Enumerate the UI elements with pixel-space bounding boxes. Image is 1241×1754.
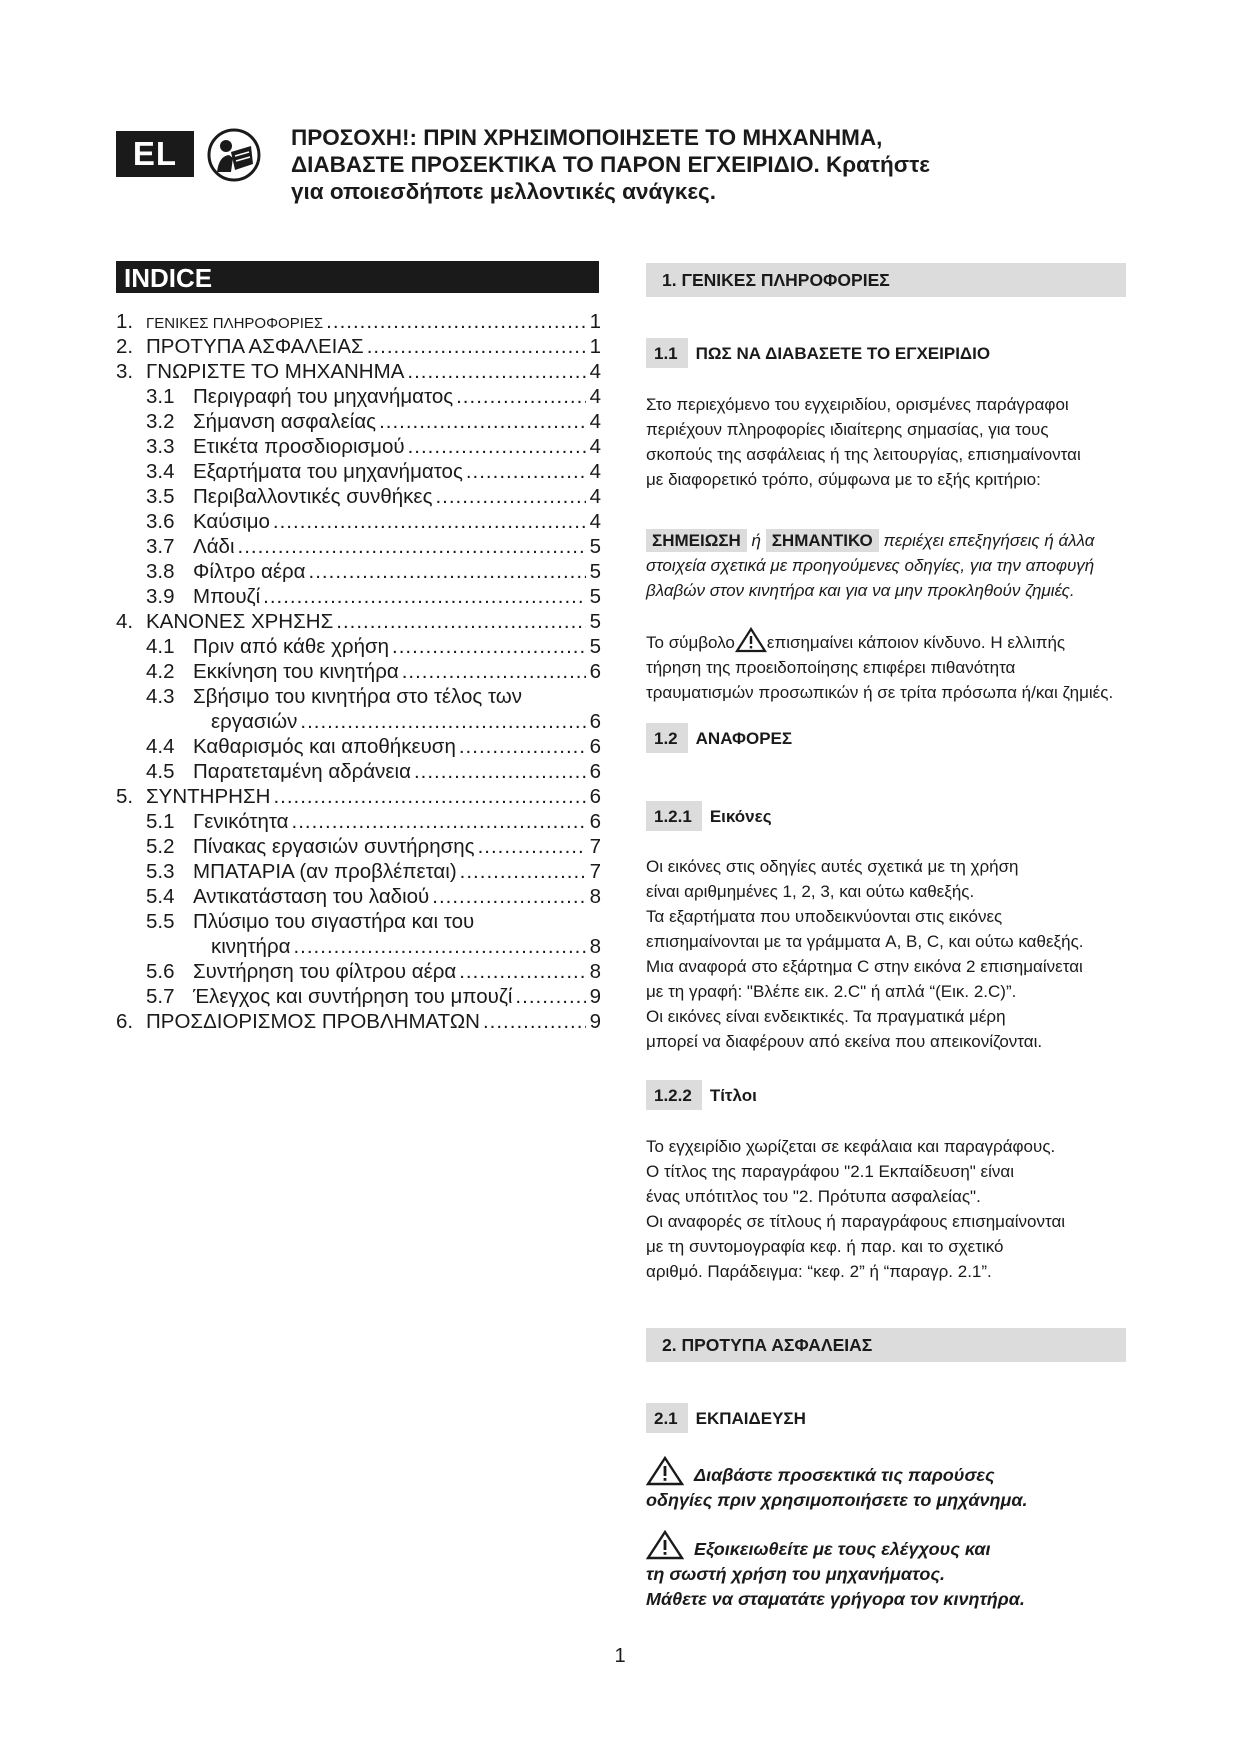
danger-symbol-paragraph: Το σύμβολο επισημαίνει κάποιον κίνδυνο. Η ελλιπής τήρηση της προειδοποίησης επιφέρει πιθανότητα τραυματισμών προσωπικών ή σε τρίτα πρόσωπα ή/και ζημιές. bbox=[646, 627, 1136, 705]
warning-block-1: Διαβάστε προσεκτικά τις παρούσες οδηγίες πριν χρησιμοποιήσετε το μηχάνημα. bbox=[646, 1456, 1136, 1513]
toc-entry[interactable]: 3.7 Λάδι ..... 5 bbox=[116, 534, 601, 559]
section-1-heading: 1. ΓΕΝΙΚΕΣ ΠΛΗΡΟΦΟΡΙΕΣ bbox=[646, 263, 1126, 297]
toc-entry[interactable]: 3.2 Σήμανση ασφαλείας ..... 4 bbox=[116, 409, 601, 434]
toc-entry[interactable]: 5.2 Πίνακας εργασιών συντήρησης ..... 7 bbox=[116, 834, 601, 859]
toc-entry[interactable]: 5.4 Αντικατάσταση του λαδιού ..... 8 bbox=[116, 884, 601, 909]
toc-entry[interactable]: 4.1 Πριν από κάθε χρήση ..... 5 bbox=[116, 634, 601, 659]
warning-triangle-icon bbox=[735, 627, 767, 653]
toc-entry[interactable]: 3. ΓΝΩΡΙΣΤΕ ΤΟ ΜΗΧΑΝΗΜΑ ..... 4 bbox=[116, 359, 601, 384]
toc-entry[interactable]: 4.3 Σβήσιμο του κινητήρα στο τέλος των bbox=[146, 685, 523, 708]
toc-entry[interactable]: 5. ΣΥΝΤΗΡΗΣΗ ..... 6 bbox=[116, 784, 601, 809]
subsection-1-2-2-heading: 1.2.2 Τίτλοι bbox=[646, 1080, 757, 1110]
page-number: 1 bbox=[614, 1645, 626, 1667]
subsection-1-2-heading: 1.2 ΑΝΑΦΟΡΕΣ bbox=[646, 723, 792, 753]
toc-entry[interactable]: 3.8 Φίλτρο αέρα ..... 5 bbox=[116, 559, 601, 584]
toc-entry[interactable]: 5.5 Πλύσιμο του σιγαστήρα και του bbox=[146, 910, 475, 933]
titles-paragraph: Το εγχειρίδιο χωρίζεται σε κεφάλαια και παραγράφους. Ο τίτλος της παραγράφου "2.1 Εκπαίδευση" είναι ένας υπότιτλος του "2. Πρότυπα ασφαλείας". Οι αναφορές σε τίτλους ή παραγράφους επισημαίνονται με τη συντομογραφία κεφ. ή παρ. και το σχετικό αριθμό. Παράδειγμα: “κεφ. 2” ή “παραγρ. 2.1”. bbox=[646, 1137, 1066, 1281]
important-tag: ΣΗΜΑΝΤΙΚΟ bbox=[766, 529, 879, 552]
toc-entry[interactable]: 3.9 Μπουζί ..... 5 bbox=[116, 584, 601, 609]
warning-line-2: ΔΙΑΒΑΣΤΕ ΠΡΟΣΕΚΤΙΚΑ ΤΟ ΠΑΡΟΝ ΕΓΧΕΙΡΙΔΙΟ. Κρατήστε bbox=[291, 152, 930, 177]
language-badge: EL bbox=[116, 131, 194, 177]
toc-entry[interactable]: 1. ΓΕΝΙΚΕΣ ΠΛΗΡΟΦΟΡΙΕΣ ..... 1 bbox=[116, 309, 601, 334]
toc-entry-continued[interactable]: κινητήρα ..... 8 bbox=[116, 934, 601, 959]
toc-entry[interactable]: 3.1 Περιγραφή του μηχανήματος ..... 4 bbox=[116, 384, 601, 409]
images-paragraph: Οι εικόνες στις οδηγίες αυτές σχετικά με τη χρήση είναι αριθμημένες 1, 2, 3, και ούτω καθεξής. Τα εξαρτήματα που υποδεικνύονται στις εικόνες επισημαίνονται με τα γράμματα A, B, C, και ούτω καθεξής. Μια αναφορά στο εξάρτημα C στην εικόνα 2 επισημαίνεται με τη γραφή: "Βλέπε εικ. 2.C" ή απλά “(Εικ. 2.C)”. Οι εικόνες είναι ενδεικτικές. Τα πραγματικά μέρη μπορεί να διαφέρουν από εκείνα που απεικονίζονται. bbox=[646, 857, 1084, 1051]
toc-entry[interactable]: 3.3 Ετικέτα προσδιορισμού ..... 4 bbox=[116, 434, 601, 459]
subsection-1-2-1-heading: 1.2.1 Εικόνες bbox=[646, 801, 772, 831]
note-tag: ΣΗΜΕΙΩΣΗ bbox=[646, 529, 747, 552]
warning-triangle-icon bbox=[646, 1530, 684, 1560]
toc-entry[interactable]: 6. ΠΡΟΣΔΙΟΡΙΣΜΟΣ ΠΡΟΒΛΗΜΑΤΩΝ ..... 9 bbox=[116, 1009, 601, 1034]
toc-entry[interactable]: 4.5 Παρατεταμένη αδράνεια ..... 6 bbox=[116, 759, 601, 784]
section-2-heading: 2. ΠΡΟΤΥΠΑ ΑΣΦΑΛΕΙΑΣ bbox=[646, 1328, 1126, 1362]
subsection-1-1-heading: 1.1 ΠΩΣ ΝΑ ΔΙΑΒΑΣΕΤΕ ΤΟ ΕΓΧΕΙΡΙΔΙΟ bbox=[646, 338, 990, 368]
warning-line-3: για οποιεσδήποτε μελλοντικές ανάγκες. bbox=[291, 179, 716, 204]
toc-entry[interactable]: 5.1 Γενικότητα ..... 6 bbox=[116, 809, 601, 834]
toc-entry[interactable]: 3.4 Εξαρτήματα του μηχανήματος ..... 4 bbox=[116, 459, 601, 484]
subsection-2-1-heading: 2.1 ΕΚΠΑΙΔΕΥΣΗ bbox=[646, 1403, 806, 1433]
warning-block-2: Εξοικειωθείτε με τους ελέγχους και τη σωστή χρήση του μηχανήματος. Μάθετε να σταματάτε γρήγορα τον κινητήρα. bbox=[646, 1530, 1136, 1612]
toc-entry[interactable]: 3.5 Περιβαλλοντικές συνθήκες ..... 4 bbox=[116, 484, 601, 509]
toc-entry[interactable]: 4. ΚΑΝΟΝΕΣ ΧΡΗΣΗΣ ..... 5 bbox=[116, 609, 601, 634]
warning-triangle-icon bbox=[646, 1456, 684, 1486]
index-title-bar: INDICE bbox=[116, 261, 599, 293]
toc-entry[interactable]: 5.6 Συντήρηση του φίλτρου αέρα ..... 8 bbox=[116, 959, 601, 984]
warning-heading bbox=[291, 124, 991, 205]
toc-entry[interactable]: 5.3 ΜΠΑΤΑΡΙΑ (αν προβλέπεται) ..... 7 bbox=[116, 859, 601, 884]
toc-entry[interactable]: 2. ΠΡΟΤΥΠΑ ΑΣΦΑΛΕΙΑΣ ..... 1 bbox=[116, 334, 601, 359]
toc-entry[interactable]: 4.2 Εκκίνηση του κινητήρα ..... 6 bbox=[116, 659, 601, 684]
toc-entry[interactable]: 3.6 Καύσιμο ..... 4 bbox=[116, 509, 601, 534]
note-paragraph: ΣΗΜΕΙΩΣΗ ή ΣΗΜΑΝΤΙΚΟ περιέχει επεξηγήσεις ή άλλα στοιχεία σχετικά με προηγούμενες οδηγίες, για την αποφυγή βλαβών στον κινητήρα και για να μην προκληθούν ζημιές. bbox=[646, 531, 1095, 600]
toc-entry[interactable]: 4.4 Καθαρισμός και αποθήκευση ..... 6 bbox=[116, 734, 601, 759]
read-manual-icon bbox=[207, 128, 261, 182]
toc-entry-continued[interactable]: εργασιών ..... 6 bbox=[116, 709, 601, 734]
table-of-contents bbox=[116, 309, 601, 1034]
warning-line-1: ΠΡΟΣΟΧΗ!: ΠΡΙΝ ΧΡΗΣΙΜΟΠΟΙΗΣΕΤΕ ΤΟ ΜΗΧΑΝΗΜΑ, bbox=[291, 125, 883, 150]
toc-entry[interactable]: 5.7 Έλεγχος και συντήρηση του μπουζί ..... 9 bbox=[116, 984, 601, 1009]
intro-paragraph: Στο περιεχόμενο του εγχειριδίου, ορισμένες παράγραφοι περιέχουν πληροφορίες ιδιαίτερης σημασίας, για τους σκοπούς της ασφάλειας ή της λειτουργίας, επισημαίνονται με διαφορετικό τρόπο, σύμφωνα με το εξής κριτήριο: bbox=[646, 395, 1081, 489]
